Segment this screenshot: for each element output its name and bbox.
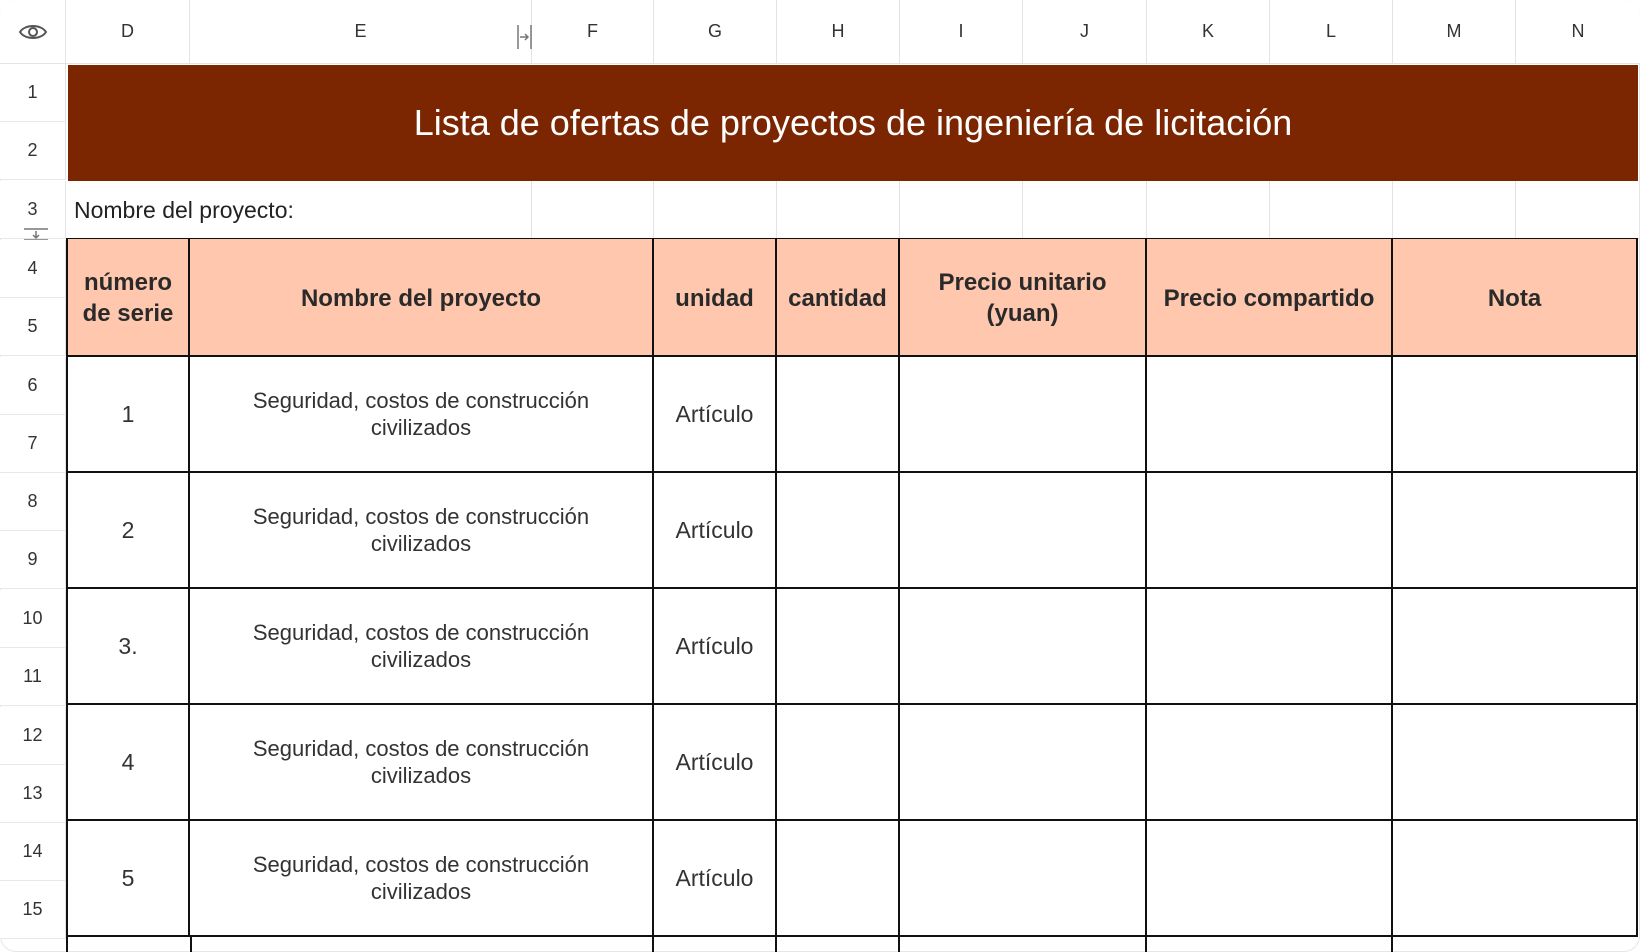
column-header-F[interactable]: F (532, 0, 654, 64)
table-row-quantity[interactable] (777, 589, 900, 705)
table-row-shared-price[interactable] (1147, 821, 1393, 937)
column-header-J[interactable]: J (1023, 0, 1147, 64)
header-shared-price[interactable]: Precio compartido (1147, 239, 1393, 357)
title-banner[interactable] (68, 65, 1638, 181)
grid-line (1145, 937, 1147, 952)
row-header-14[interactable]: 14 (0, 823, 66, 881)
cell-F3[interactable] (532, 181, 654, 239)
table-row-unit-price[interactable] (900, 357, 1147, 473)
column-header-K[interactable]: K (1147, 0, 1270, 64)
table-row-note[interactable] (1393, 589, 1638, 705)
row-header-11[interactable]: 11 (0, 648, 66, 706)
grid-line (652, 937, 654, 952)
cell-N3[interactable] (1516, 181, 1640, 239)
visibility-toggle[interactable] (0, 0, 66, 64)
table-row-shared-price[interactable] (1147, 357, 1393, 473)
table-row-serial[interactable]: 2 (68, 473, 190, 589)
table-row-quantity[interactable] (777, 473, 900, 589)
table-row-name[interactable]: Seguridad, costos de construcción civilizados (190, 705, 654, 821)
table-row-serial[interactable]: 5 (68, 821, 190, 937)
grid-line (898, 937, 900, 952)
column-header-H[interactable]: H (777, 0, 900, 64)
header-note[interactable]: Nota (1393, 239, 1638, 357)
table-row-shared-price[interactable] (1147, 473, 1393, 589)
cell-I3[interactable] (900, 181, 1023, 239)
eye-icon (18, 22, 48, 42)
cell-G3[interactable] (654, 181, 777, 239)
grid-line (1391, 937, 1393, 952)
row-header-6[interactable]: 6 (0, 357, 66, 415)
table-row-serial[interactable]: 1 (68, 357, 190, 473)
cell-H3[interactable] (777, 181, 900, 239)
column-header-L[interactable]: L (1270, 0, 1393, 64)
grid-line (775, 937, 777, 952)
table-row-serial[interactable]: 4 (68, 705, 190, 821)
sheet-title: Lista de ofertas de proyectos de ingeniería de licitación (413, 102, 1293, 143)
column-header-G[interactable]: G (654, 0, 777, 64)
header-project-name[interactable]: Nombre del proyecto (190, 239, 654, 357)
row-header-15[interactable]: 15 (0, 881, 66, 939)
row-header-3[interactable]: 3 (0, 181, 66, 239)
table-row-unit-price[interactable] (900, 705, 1147, 821)
column-header-M[interactable]: M (1393, 0, 1516, 64)
table-row-name[interactable]: Seguridad, costos de construcción civilizados (190, 357, 654, 473)
column-header-N[interactable]: N (1516, 0, 1640, 64)
table-row-name[interactable]: Seguridad, costos de construcción civilizados (190, 473, 654, 589)
row-header-8[interactable]: 8 (0, 473, 66, 531)
grid-line (190, 937, 192, 952)
table-row-note[interactable] (1393, 357, 1638, 473)
table-row-note[interactable] (1393, 705, 1638, 821)
table-row-name[interactable]: Seguridad, costos de construcción civilizados (190, 821, 654, 937)
table-row-unit[interactable]: Artículo (654, 705, 777, 821)
cell-J3[interactable] (1023, 181, 1147, 239)
row-header-12[interactable]: 12 (0, 707, 66, 765)
column-header-E[interactable] (190, 0, 532, 64)
header-quantity[interactable]: cantidad (777, 239, 900, 357)
row-header-13[interactable]: 13 (0, 765, 66, 823)
table-row-unit[interactable]: Artículo (654, 821, 777, 937)
row-header-10[interactable]: 10 (0, 590, 66, 648)
table-row-quantity[interactable] (777, 821, 900, 937)
row-header-9[interactable]: 9 (0, 531, 66, 589)
row-header-7[interactable]: 7 (0, 415, 66, 473)
row-header-2[interactable]: 2 (0, 122, 66, 180)
table-row-unit-price[interactable] (900, 821, 1147, 937)
row-header-1[interactable]: 1 (0, 64, 66, 122)
table-row-shared-price[interactable] (1147, 589, 1393, 705)
cell-M3[interactable] (1393, 181, 1516, 239)
table-row-unit[interactable]: Artículo (654, 357, 777, 473)
cell-L3[interactable] (1270, 181, 1393, 239)
table-row-shared-price[interactable] (1147, 705, 1393, 821)
header-serial-number[interactable]: número de serie (68, 239, 190, 357)
project-name-label: Nombre del proyecto: (74, 196, 294, 223)
header-unit[interactable]: unidad (654, 239, 777, 357)
table-row-unit[interactable]: Artículo (654, 589, 777, 705)
cell-K3[interactable] (1147, 181, 1270, 239)
table-row-serial[interactable]: 3. (68, 589, 190, 705)
table-row-unit[interactable]: Artículo (654, 473, 777, 589)
column-header-E-label: E (354, 21, 367, 41)
table-row-quantity[interactable] (777, 705, 900, 821)
row-header-5[interactable]: 5 (0, 298, 66, 356)
table-row-unit-price[interactable] (900, 473, 1147, 589)
table-row-note[interactable] (1393, 821, 1638, 937)
table-row-unit-price[interactable] (900, 589, 1147, 705)
table-row-name[interactable]: Seguridad, costos de construcción civilizados (190, 589, 654, 705)
column-header-I[interactable]: I (900, 0, 1023, 64)
row-header-4[interactable]: 4 (0, 240, 66, 298)
table-row-note[interactable] (1393, 473, 1638, 589)
column-header-D[interactable]: D (66, 0, 190, 64)
table-row-quantity[interactable] (777, 357, 900, 473)
header-unit-price[interactable]: Precio unitario (yuan) (900, 239, 1147, 357)
